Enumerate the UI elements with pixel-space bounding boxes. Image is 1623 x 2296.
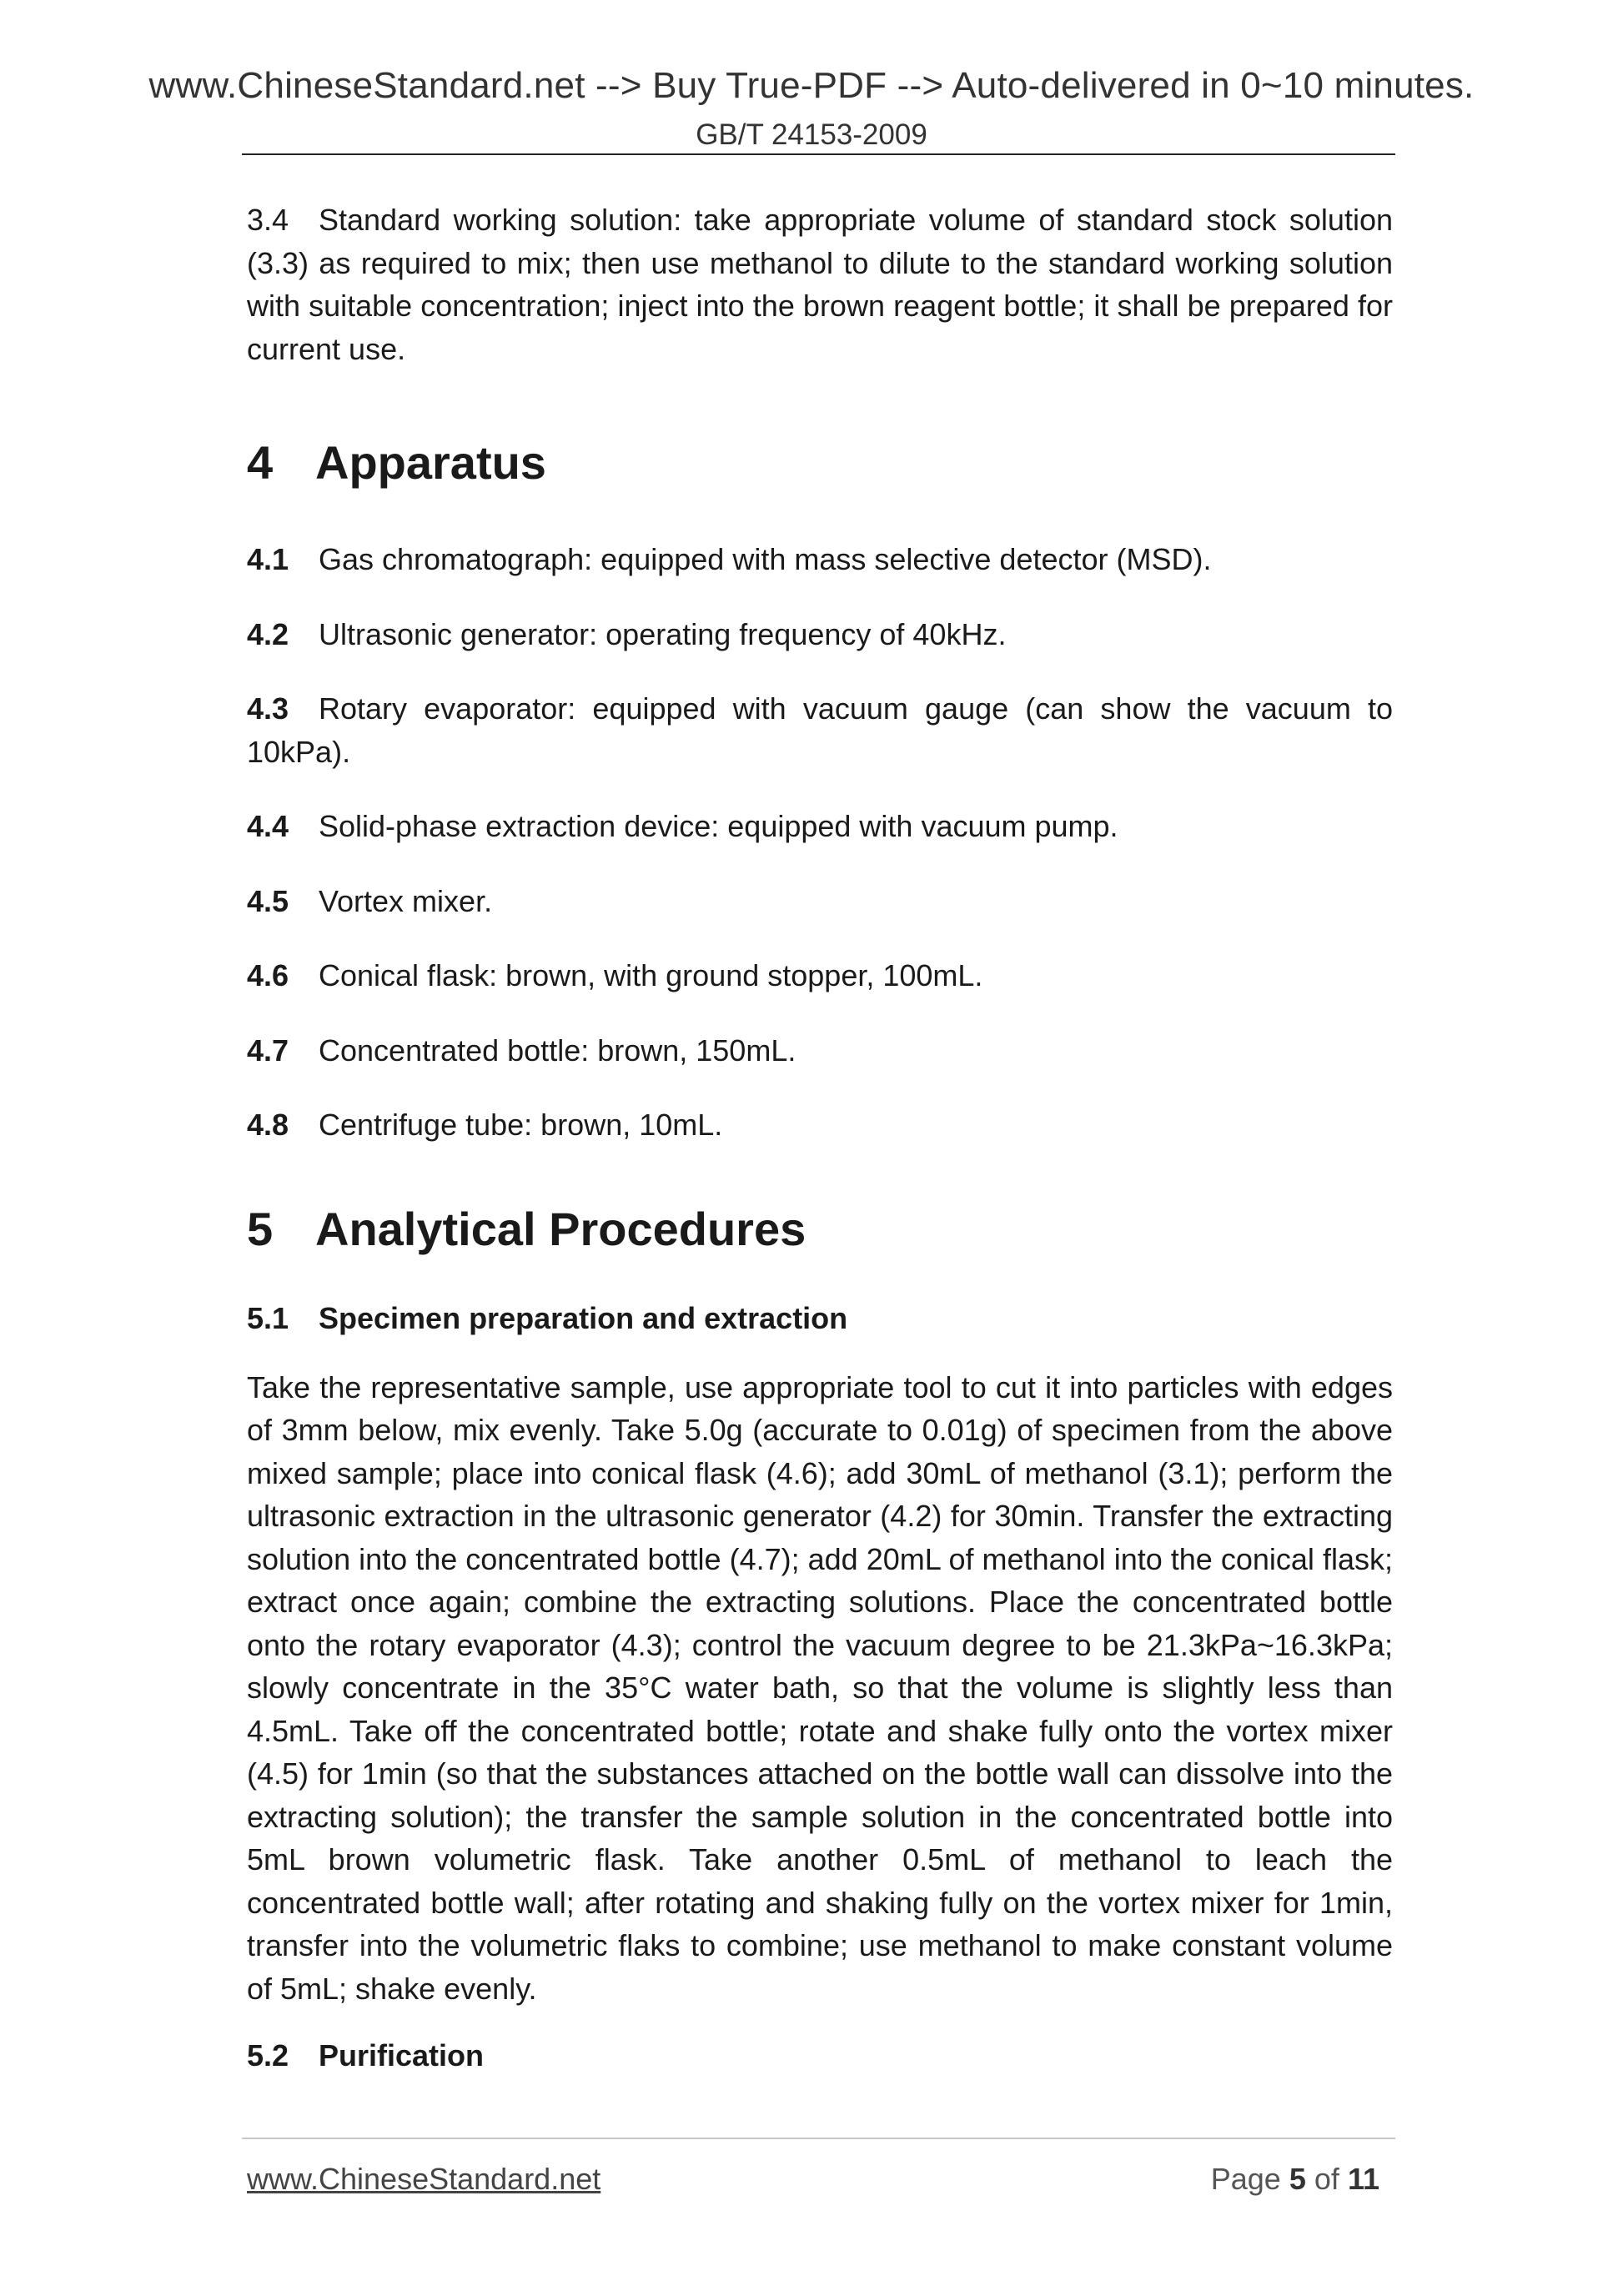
section-title: Apparatus <box>315 436 546 489</box>
item-number: 4.6 <box>247 958 289 992</box>
page-number <box>1211 2162 1379 2197</box>
apparatus-item <box>247 1029 1393 1073</box>
item-text: Centrifuge tube: brown, 10mL. <box>319 1108 723 1142</box>
item-number: 4.8 <box>247 1108 289 1142</box>
clause-number: 3.4 <box>247 203 289 237</box>
item-text: Gas chromatograph: equipped with mass selective detector (MSD). <box>319 542 1212 576</box>
item-text: Conical flask: brown, with ground stopper, 100mL. <box>319 958 983 992</box>
apparatus-item <box>247 687 1393 773</box>
item-number: 4.1 <box>247 542 289 576</box>
page-content <box>247 192 1393 2073</box>
specimen-preparation-paragraph: Take the representative sample, use appropriate tool to cut it into particles with edges of 3mm below, mix evenly. Take 5.0g (accurate to 0.01g) of specimen from the above mixed sample; place into conical flask (4.6); add 30mL of methanol (3.1); perform the ultrasonic extraction in the ultrasonic generator (4.2) for 30min. Transfer the extracting solution into the concentrated bottle (4.7); add 20mL of methanol into the conical flask; extract once again; combine the extracting solutions. Place the concentrated bottle onto the rotary evaporator (4.3); control the vacuum degree to be 21.3kPa~16.3kPa; slowly concentrate in the 35°C water bath, so that the volume is slightly less than 4.5mL. Take off the concentrated bottle; rotate and shake fully onto the vortex mixer (4.5) for 1min (so that the substances attached on the bottle wall can dissolve into the extracting solution); the transfer the sample solution in the concentrated bottle into 5mL brown volumetric flask. Take another 0.5mL of methanol to leach the concentrated bottle wall; after rotating and shaking fully on the vortex mixer for 1min, transfer into the volumetric flaks to combine; use methanol to make constant volume of 5mL; shake evenly. <box>247 1369 1393 2006</box>
apparatus-item <box>247 880 1393 923</box>
item-number: 4.3 <box>247 691 289 726</box>
section-number: 4 <box>247 436 274 489</box>
header-divider <box>242 153 1395 155</box>
item-number: 4.7 <box>247 1032 289 1068</box>
item-number: 4.4 <box>247 809 289 843</box>
subsection-title: Specimen preparation and extraction <box>319 1300 848 1335</box>
page-prefix: Page <box>1210 2162 1281 2196</box>
apparatus-item <box>247 954 1393 997</box>
subsection-title: Purification <box>319 2038 485 2072</box>
header-banner: www.ChineseStandard.net --> Buy True-PDF --> Auto-delivered in 0~10 minutes. <box>148 65 1475 106</box>
section-title: Analytical Procedures <box>315 1202 806 1255</box>
item-number: 4.5 <box>247 883 289 918</box>
item-text: Vortex mixer. <box>319 883 493 918</box>
apparatus-item <box>247 1103 1393 1147</box>
page-total: 11 <box>1347 2162 1379 2196</box>
section-heading-analytical-procedures <box>247 1202 1393 1256</box>
item-number: 4.2 <box>247 616 289 651</box>
item-text: Ultrasonic generator: operating frequency of 40kHz. <box>319 616 1007 651</box>
apparatus-item <box>247 805 1393 848</box>
footer-divider <box>242 2138 1395 2139</box>
subsection-heading-5-2 <box>247 2038 1393 2073</box>
subsection-heading-5-1 <box>247 1301 1393 1336</box>
section-number: 5 <box>247 1202 274 1255</box>
subsection-number: 5.2 <box>247 2038 289 2072</box>
apparatus-item <box>247 538 1393 581</box>
clause-3-4 <box>247 198 1393 370</box>
page-current: 5 <box>1289 2162 1306 2196</box>
footer-website-link[interactable]: www.ChineseStandard.net <box>247 2162 601 2196</box>
section-heading-apparatus <box>247 435 1393 490</box>
apparatus-item <box>247 613 1393 656</box>
clause-text: Standard working solution: take appropriate volume of standard stock solution (3.3) as required to mix; then use methanol to dilute to the standard working solution with suitable concentration; inject into the brown reagent bottle; it shall be prepared for current use. <box>247 203 1393 366</box>
page-of: of <box>1314 2162 1339 2196</box>
document-id: GB/T 24153-2009 <box>696 118 927 151</box>
item-text: Concentrated bottle: brown, 150mL. <box>319 1032 796 1068</box>
item-text: Rotary evaporator: equipped with vacuum gauge (can show the vacuum to 10kPa). <box>247 691 1393 769</box>
item-text: Solid-phase extraction device: equipped with vacuum pump. <box>319 809 1118 843</box>
subsection-number: 5.1 <box>247 1300 289 1335</box>
